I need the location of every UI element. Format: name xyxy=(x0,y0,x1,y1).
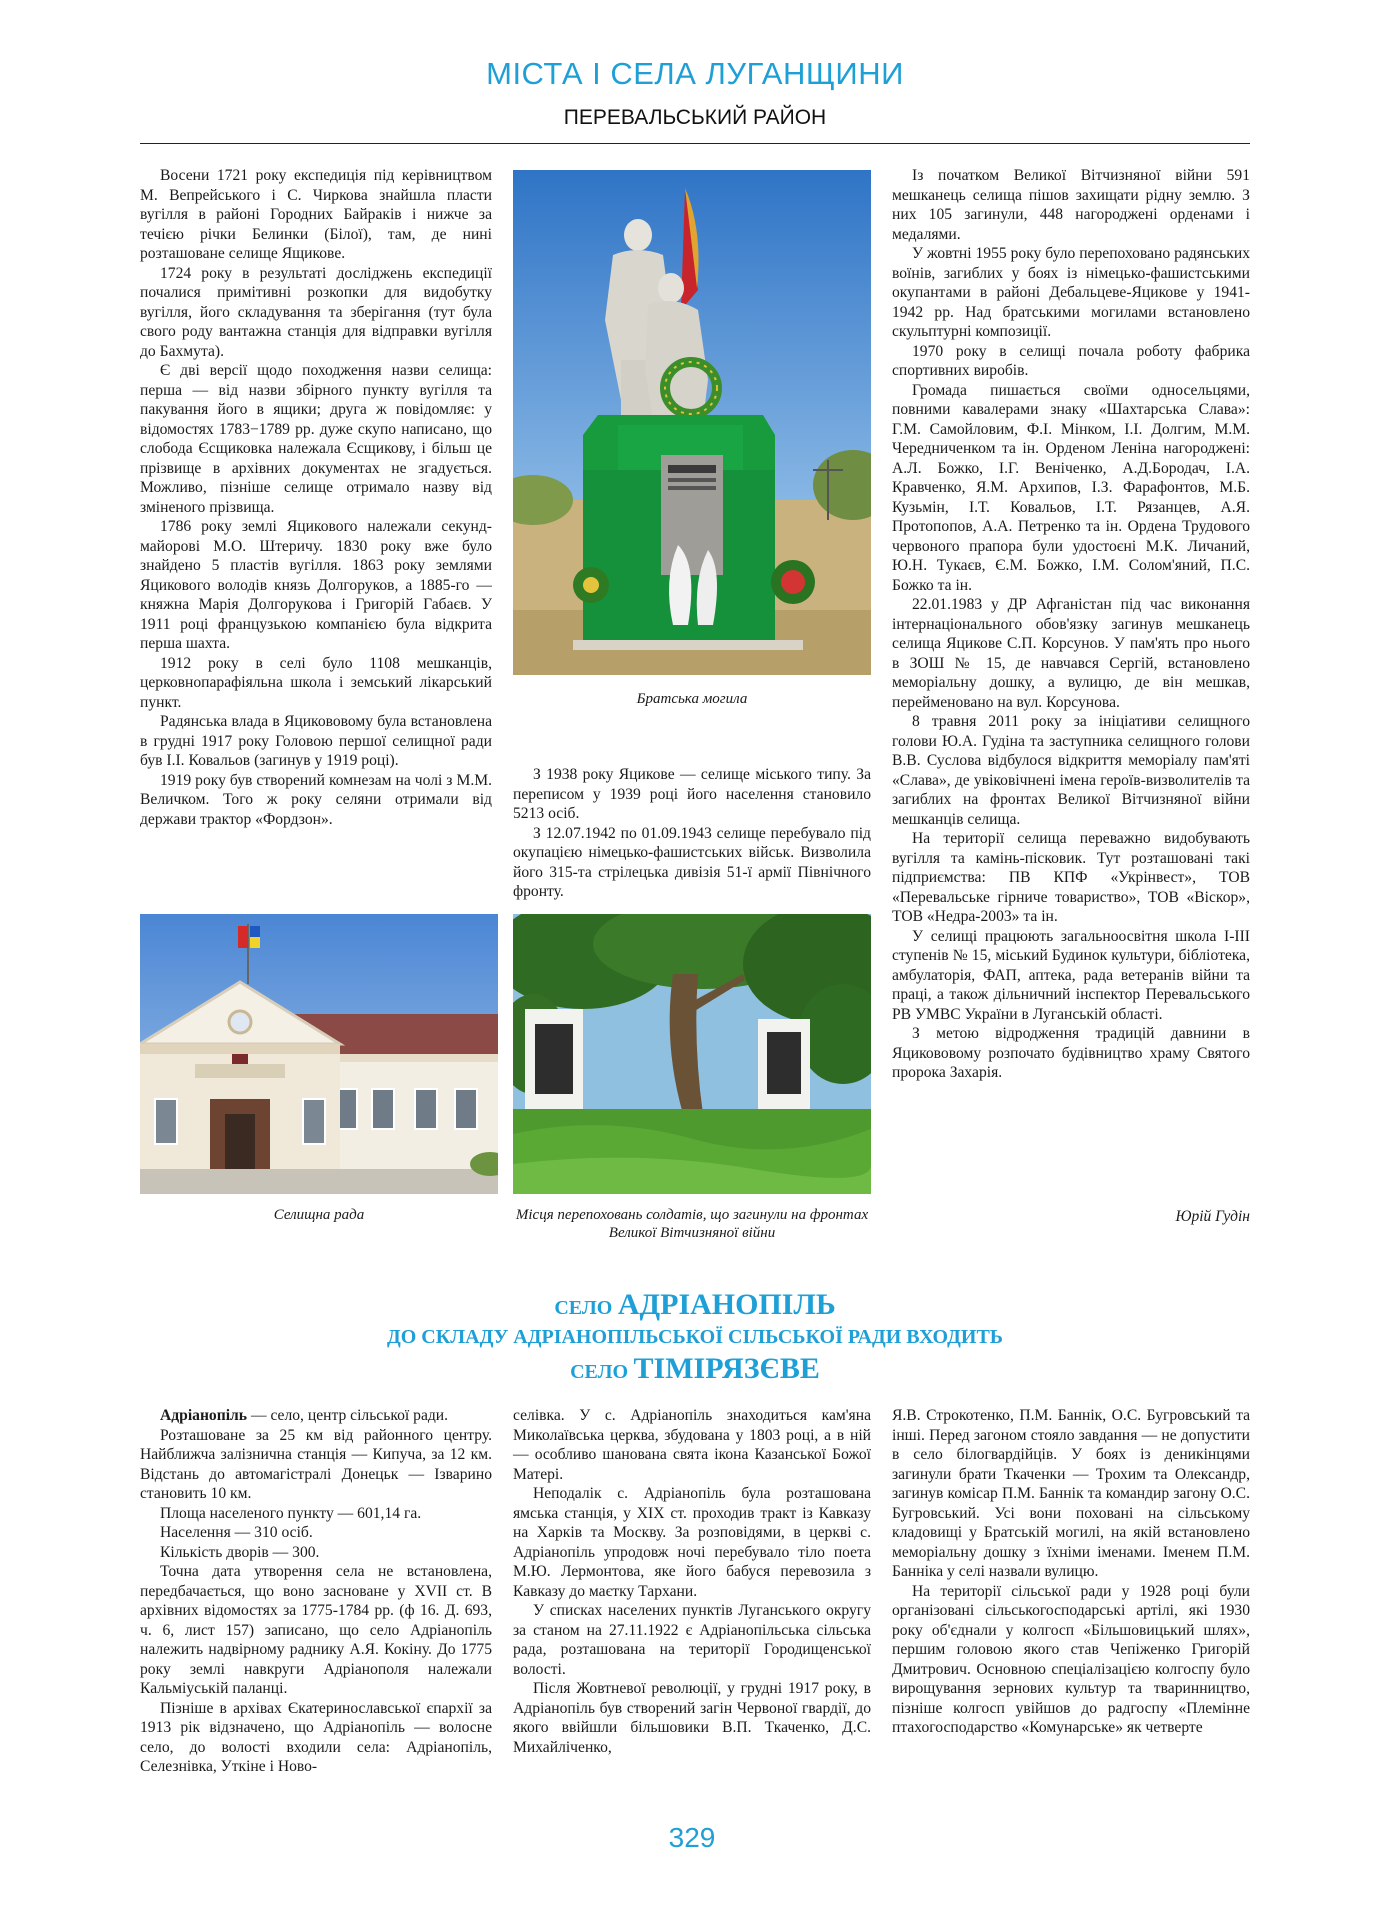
paragraph: 1970 року в селищі почала роботу фабрика спортивних виробів. xyxy=(892,342,1250,379)
paragraph: Радянська влада в Яцикововому була встановлена в грудні 1917 року Головою першої селищної ради був І.І. Ковальов (загинув у 1919 році). xyxy=(140,713,492,769)
paragraph: 8 травня 2011 року за ініціативи селищного голови Ю.А. Гудіна та заступника селищного голови В.В. Суслова відбулося відкриття меморіалу пам'яті «Слава», де увіковічнені імена героїв-визволителів та загиблих на фронтах Великої Вітчизняної війни мешканців селища. xyxy=(892,713,1250,828)
paragraph: Є дві версії щодо походження назви селища: перша — від назви збірного пункту вугілля та пакування його в ящики; друга ж повідомляє: у відомостях 1783−1789 рр. дуже скупо написано, що слобода Єсщиковка належала Єсщикову, і більш це прізвище в архівних документах не згадується. Можливо, пізніше селище отримало назву від зміненого прізвища. xyxy=(140,362,492,516)
article2-col3 xyxy=(892,1406,1250,1738)
paragraph: Пізніше в архівах Єкатеринославської єпархії за 1913 рік відзначено, що Адріанопіль — волосне село, до волості входили села: Адріанопіль, Селезнівка, Уткіне і Ново- xyxy=(140,1699,492,1775)
council-photo xyxy=(140,914,498,1194)
council-image xyxy=(140,914,498,1194)
running-title: МІСТА І СЕЛА ЛУГАНЩИНИ xyxy=(486,56,904,91)
paragraph: Неподалік с. Адріанопіль була розташована ямська станція, у XIX ст. проходив тракт із Кавказу на Харків та Москву. За розповідями, в церкві с. Адріанопіль упродовж ночі перебувало тіло поета М.Ю. Лермонтова, яке його бабуся перевозила з Кавказу до маєтку Тархани. xyxy=(513,1485,871,1600)
section-heading-line1 xyxy=(140,1288,1250,1322)
paragraph: У селищі працюють загальноосвітня школа І-ІІІ ступенів № 15, міський Будинок культури, бібліотека, амбулаторія, ФАП, аптека, рада ветеранів війни та праці, а також дільничний інспектор Перевальського РВ УМВС України в Луганській області. xyxy=(892,927,1250,1023)
paragraph: Точна дата утворення села не встановлена, передбачається, що воно засноване у XVII ст. В архівних відомостях за 1775-1784 рр. (ф 16. Д. 693, ч. 6, лист 157) записано, що село Адріанопіль належить надвірному раднику А.Я. Кокіну. До 1775 року землі навкруги Адріанополя належали Кальміуській паланці. xyxy=(140,1563,492,1697)
article1-col3 xyxy=(892,166,1250,1083)
paragraph: На території сільської ради у 1928 році були організовані сільськогосподарські артілі, які 1930 року об'єднали у колгосп «Більшовицький шлях», першим головою якого став Чепіженко Григорій Дмитрович. Основною спеціалізацією колгоспу було вирощування зернових культур та тваринництво, пізніше колгосп увійшов до радгоспу «Племінне птахогосподарство «Комунарське» як четверте xyxy=(892,1582,1250,1736)
section-heading-line2: ДО СКЛАДУ АДРІАНОПІЛЬСЬКОЇ СІЛЬСЬКОЇ РАДИ ВХОДИТЬ xyxy=(386,1326,1003,1348)
paragraph: Громада пишається своїми односельцями, повними кавалерами знаку «Шахтарська Слава»: Г.М. Самойловим, Ф.І. Мінком, І.І. Долгим, М.М. Чередниченком та ін. Орденом Леніна нагороджені: А.Л. Божко, І.Г. Веніченко, А.Д.Бородач, І.А. Кравченко, Я.М. Архипов, І.З. Фарафонтов, М.Б. Кузьмін, І.Т. Ковальов, І.Т. Рязанцев, А.Я. Протопопов, А.А. Петренко та ін. Ордена Трудового червоного прапора були удостоєні М.К. Личаний, Ю.Н. Тукаєв, Є.М. Божко, І.М. Солом'яний, П.С. Божко та ін. xyxy=(892,381,1250,594)
paragraph: 1786 року землі Яцикового належали секунд-майорові М.О. Штеричу. 1830 року вже було знайдено 5 пластів вугілля. 1863 року землями Яцикового володів князь Долгоруков, а 1885-го — княжна Марія Долгорукова і Григорій Габаєв. У 1911 році французькою компанією була відкрита перша шахта. xyxy=(140,518,492,652)
lead-term: Адріанопіль xyxy=(160,1407,248,1424)
paragraph: 1724 року в результаті досліджень експедиції почалися примітивні розкопки для видобутку вугілля, його складування та зберігання (тут була свого роду вантажна станція для відправки вугілля до Бахмута). xyxy=(140,264,492,360)
caption-reburial: Місця перепоховань солдатів, що загинули на фронтах Великої Вітчизняної війни xyxy=(515,1207,869,1241)
header-rule xyxy=(140,143,1250,144)
caption-council: Селищна рада xyxy=(273,1207,365,1223)
monument-image xyxy=(513,170,871,675)
lead-rest: — село, центр сільської ради. xyxy=(247,1407,449,1424)
paragraph: З метою відродження традицій давнини в Яцикововому розпочато будівництво храму Святого пророка Захарія. xyxy=(892,1025,1250,1081)
reburial-image xyxy=(513,914,871,1194)
page-number: 329 xyxy=(668,1822,716,1853)
author-signature: Юрій Гудін xyxy=(1175,1208,1250,1225)
paragraph: У списках населених пунктів Луганського округу за станом на 27.11.1922 є Адріанопільська сільська рада, розташована на території Городищенської волості. xyxy=(513,1602,871,1678)
paragraph: На території селища переважно видобувають вугілля та камінь-пісковик. Тут розташовані такі підприємства: ПВ КПФ «Укрінвест», ТОВ «Перевальське гірниче товариство», ТОВ «Віскор», ТОВ «Недра-2003» та ін. xyxy=(892,830,1250,925)
paragraph: Восени 1721 року експедиція під керівництвом М. Вепрейського і С. Чиркова знайшла пласти вугілля в районі Городних Байраків і нижче за течією річки Белинки (Білої), там, де нині розташоване селище Ящикове. xyxy=(140,167,492,262)
paragraph: Населення — 310 осіб. xyxy=(160,1524,313,1541)
paragraph xyxy=(140,1406,492,1426)
paragraph: 22.01.1983 у ДР Афганістан під час виконання інтернаціонального обов'язку загинув мешканець селища Яцикове С.П. Корсунов. У пам'ять про нього в ЗОШ № 15, де навчався Сергій, встановлено меморіальну дошку, а вулицю, де він мешкав, перейменовано на вул. Корсунова. xyxy=(892,596,1250,711)
paragraph: 1919 року був створений комнезам на чолі з М.М. Величком. Того ж року селяни отримали від держави трактор «Фордзон». xyxy=(140,771,492,828)
section-heading-line3 xyxy=(140,1352,1250,1386)
article1-col1 xyxy=(140,166,492,829)
paragraph: Я.В. Строкотенко, П.М. Баннік, О.С. Бугровський та інші. Перед загоном стояло завдання — не допустити в село білогвардійців. У боях із деникінцями загинули брати Ткаченки — Трохим та Олександр, загинув комісар П.М. Баннік та командир загону О.С. Бугровський. Усі вони поховані на сільському кладовищі у Братській могилі, на якій встановлено меморіальну дошку з їхніми іменами. Іменем П.М. Банніка у селі назвали вулицю. xyxy=(892,1407,1250,1580)
paragraph: Із початком Великої Вітчизняної війни 591 мешканець селища пішов захищати рідну землю. З них 105 загинули, 448 нагороджені орденами і медалями. xyxy=(892,167,1250,243)
article1-col2 xyxy=(513,765,871,902)
paragraph: У жовтні 1955 року було перепоховано радянських воїнів, загиблих у боях із німецько-фашистськими окупантами в районі Дебальцеве-Яцикове у 1941-1942 рр. Над братськими могилами встановлено скульптурні композиції. xyxy=(892,245,1250,340)
article2-col1 xyxy=(140,1406,492,1777)
paragraph: селівка. У с. Адріанопіль знаходиться кам'яна Миколаївська церква, збудована у 1803 році, а в ній — особливо шанована свята ікона Казанської Божої Матері. xyxy=(513,1407,871,1483)
paragraph: Площа населеного пункту — 601,14 га. xyxy=(160,1504,422,1522)
heading-prefix: СЕЛО xyxy=(570,1361,629,1383)
heading-village-name: АДРІАНОПІЛЬ xyxy=(617,1288,836,1321)
article2-col2 xyxy=(513,1406,871,1757)
district-title: ПЕРЕВАЛЬСЬКИЙ РАЙОН xyxy=(563,106,827,129)
paragraph: Кількість дворів — 300. xyxy=(160,1543,320,1561)
paragraph: Після Жовтневої революції, у грудні 1917 року, в Адріанопіль був створений загін Червоної гвардії, до якого ввійшли більшовики В.П. Ткаченко, Д.С. Михайліченко, xyxy=(513,1680,871,1756)
paragraph: Розташоване за 25 км від районного центру. Найближча залізнична станція — Кипуча, за 12 км. Відстань до автомагістралі Донецьк — Ізварино становить 10 км. xyxy=(140,1426,492,1502)
paragraph: З 1938 року Яцикове — селище міського типу. За переписом у 1939 році його населення становило 5213 осіб. xyxy=(513,766,871,822)
heading-village-name: ТІМІРЯЗЄВЕ xyxy=(633,1352,820,1385)
heading-prefix: СЕЛО xyxy=(554,1297,613,1319)
paragraph: З 12.07.1942 по 01.09.1943 селище перебувало під окупацією німецько-фашистських військ. Визволила його 315-та стрілецька дивізія 51-ї армії Північного фронту. xyxy=(513,824,871,900)
paragraph: 1912 року в селі було 1108 мешканців, церковнопарафіяльна школа і земський лікарський пункт. xyxy=(140,654,492,711)
monument-photo xyxy=(513,170,871,675)
reburial-photo xyxy=(513,914,871,1194)
caption-monument: Братська могила xyxy=(636,691,748,707)
